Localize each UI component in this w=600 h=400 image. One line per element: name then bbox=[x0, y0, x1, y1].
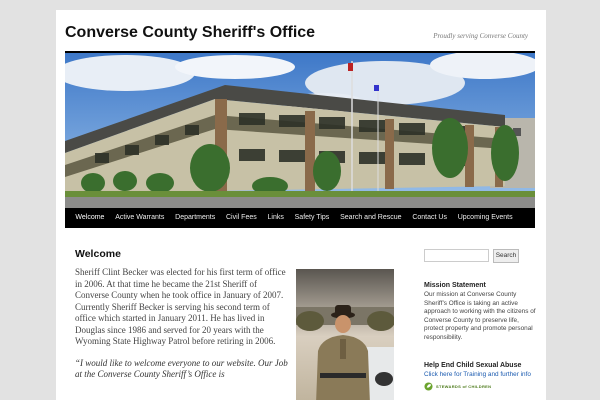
header-banner-image bbox=[65, 53, 535, 208]
main-navigation bbox=[65, 208, 535, 228]
mission-statement-text: Our mission at Converse County Sheriff’s Office is taking an active approach to working with the citizens of Converse County to preserve life, protect property and promote personal responsibility. bbox=[424, 291, 536, 341]
leaf-badge-icon bbox=[424, 382, 433, 391]
nav-item-civil-fees[interactable]: Civil Fees bbox=[226, 214, 257, 221]
search-button[interactable]: Search bbox=[493, 249, 519, 263]
nav-item-safety-tips[interactable]: Safety Tips bbox=[294, 214, 330, 221]
nav-item-links[interactable]: Links bbox=[267, 214, 284, 221]
child-abuse-title: Help End Child Sexual Abuse bbox=[424, 362, 522, 369]
nav-item-upcoming-events[interactable]: Upcoming Events bbox=[457, 214, 513, 221]
welcome-quote: “I would like to welcome everyone to our website. Our Job at the Converse County Sheriff’s Office is bbox=[75, 357, 288, 379]
mission-statement-title: Mission Statement bbox=[424, 282, 486, 289]
stewards-label: STEWARDS of CHILDREN bbox=[436, 383, 492, 389]
entry-body bbox=[75, 267, 290, 391]
nav-item-departments[interactable]: Departments bbox=[175, 214, 216, 221]
search-form bbox=[424, 248, 536, 263]
stewards-of-children-logo[interactable] bbox=[424, 382, 536, 391]
site-title[interactable]: Converse County Sheriff's Office bbox=[65, 24, 316, 41]
main-content bbox=[75, 248, 405, 400]
search-input[interactable] bbox=[424, 249, 489, 262]
intro-paragraph: Sheriff Clint Becker was elected for his first term of office in 2006. At that time he became the 21st Sheriff of Converse County when he took office in January of 2007. Currently Sheriff Becker is serving his second term of office which started in January 2011. He has lived in Douglas since 1986 and served for 20 years with the Wyoming State Highway Patrol before retiring in 2006. bbox=[75, 267, 286, 346]
child-abuse-widget bbox=[424, 362, 536, 391]
sheriff-portrait-image bbox=[296, 269, 394, 400]
nav-item-welcome[interactable]: Welcome bbox=[75, 214, 105, 221]
training-info-link[interactable]: Click here for Training and further info bbox=[424, 371, 531, 378]
mission-statement-widget bbox=[424, 282, 536, 343]
nav-item-search-and-rescue[interactable]: Search and Rescue bbox=[340, 214, 402, 221]
sidebar bbox=[424, 248, 536, 400]
nav-item-contact-us[interactable]: Contact Us bbox=[412, 214, 447, 221]
page-container bbox=[56, 10, 546, 400]
nav-item-active-warrants[interactable]: Active Warrants bbox=[115, 214, 165, 221]
site-tagline: Proudly serving Converse County bbox=[433, 32, 528, 40]
page-title: Welcome bbox=[75, 248, 121, 260]
